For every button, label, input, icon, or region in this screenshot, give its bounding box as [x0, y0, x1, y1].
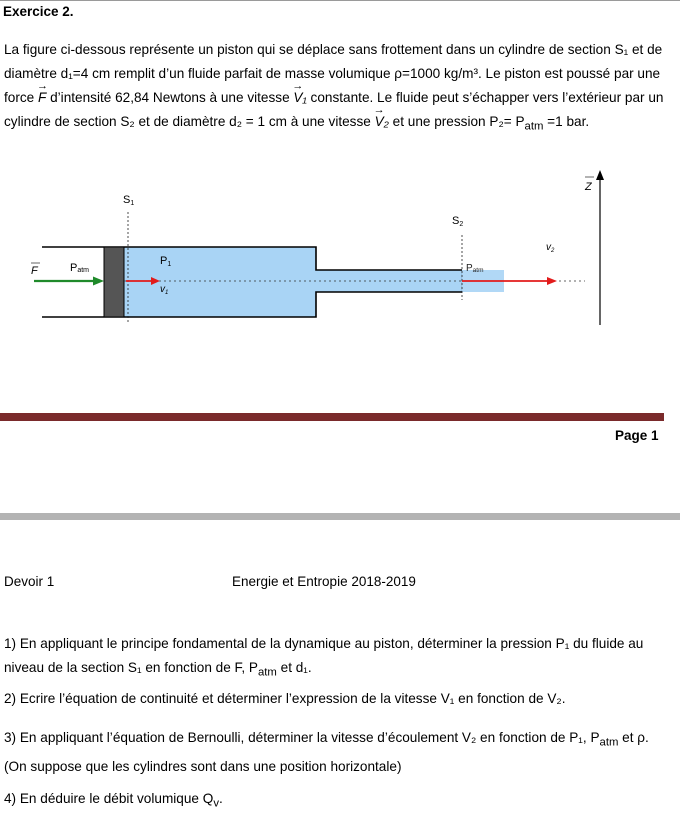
piston-cylinder-figure	[0, 160, 680, 370]
fluid-region	[124, 247, 462, 317]
statement-part-2: d’intensité 62,84 Newtons à une vitesse	[46, 90, 294, 105]
question-1-end: et d₁.	[276, 660, 312, 675]
question-1-text: 1) En appliquant le principe fondamental de la dynamique au piston, déterminer la pression P₁ du fluide au niveau de la section S₁ en fonction de F, P	[4, 636, 644, 675]
statement-part-5: =1 bar.	[543, 114, 590, 129]
statement-part-1: La figure ci-dessous représente un piston qui se déplace sans frottement dans un cylindre de section S₁ et de diamètre d₁=4 cm remplit d’un fluide parfait de masse volumique ρ=1000 kg/m³. Le piston est poussé par une force	[4, 42, 663, 105]
p1-label: P1	[160, 255, 172, 268]
exercise-statement	[4, 38, 664, 139]
patm-right-label: Patm	[466, 263, 484, 274]
s1-label: S1	[123, 194, 135, 207]
v2-vector-symbol: → V₂	[375, 110, 389, 134]
question-4-subscript: v	[213, 797, 219, 810]
question-4-text: 4) En déduire le débit volumique Q	[4, 791, 214, 806]
statement-part-4: et une pression P₂= P	[388, 114, 525, 129]
statement-part-3: constante. Le fluide peut s’échapper vers l’extérieur par un cylindre de section S₂ et de diamètre d₂ = 1 cm à une vitesse	[4, 90, 664, 129]
top-rule	[0, 0, 680, 1]
page-number: Page 1	[615, 428, 659, 443]
exercise-title: Exercice 2.	[3, 4, 74, 19]
v1-vector-symbol: → V₁	[293, 86, 306, 110]
force-arrow-head	[93, 277, 104, 286]
question-1	[4, 632, 674, 685]
v2-arrow-head	[547, 277, 557, 285]
question-3-end: et ρ. (On suppose que les cylindres sont dans une position horizontale)	[4, 730, 649, 774]
force-label: F	[31, 265, 38, 277]
page-break-bar	[0, 513, 680, 520]
v1-label: $v_1$	[160, 284, 169, 296]
question-3	[4, 726, 674, 779]
s2-label: S2	[452, 215, 464, 228]
piston	[104, 247, 124, 317]
v2-label: $v_2$	[546, 242, 555, 254]
question-1-subscript: atm	[257, 666, 277, 679]
header-assignment: Devoir 1	[4, 574, 55, 589]
patm-left-label: Patm	[70, 262, 90, 274]
force-vector-symbol: → F	[38, 86, 46, 110]
question-2: 2) Ecrire l’équation de continuité et déterminer l’expression de la vitesse V₁ en fonction de V₂.	[4, 691, 566, 706]
atm-subscript: atm	[524, 120, 544, 133]
question-4	[4, 787, 674, 816]
question-3-subscript: atm	[599, 736, 619, 749]
question-4-end: .	[219, 791, 223, 806]
header-course: Energie et Entropie 2018-2019	[232, 574, 416, 589]
z-axis-head	[596, 170, 604, 180]
question-3-text: 3) En appliquant l’équation de Bernoulli, déterminer la vitesse d’écoulement V₂ en fonction de P₁, P	[4, 730, 600, 745]
page-separator-bar	[0, 413, 664, 421]
z-label: Z	[585, 181, 592, 193]
